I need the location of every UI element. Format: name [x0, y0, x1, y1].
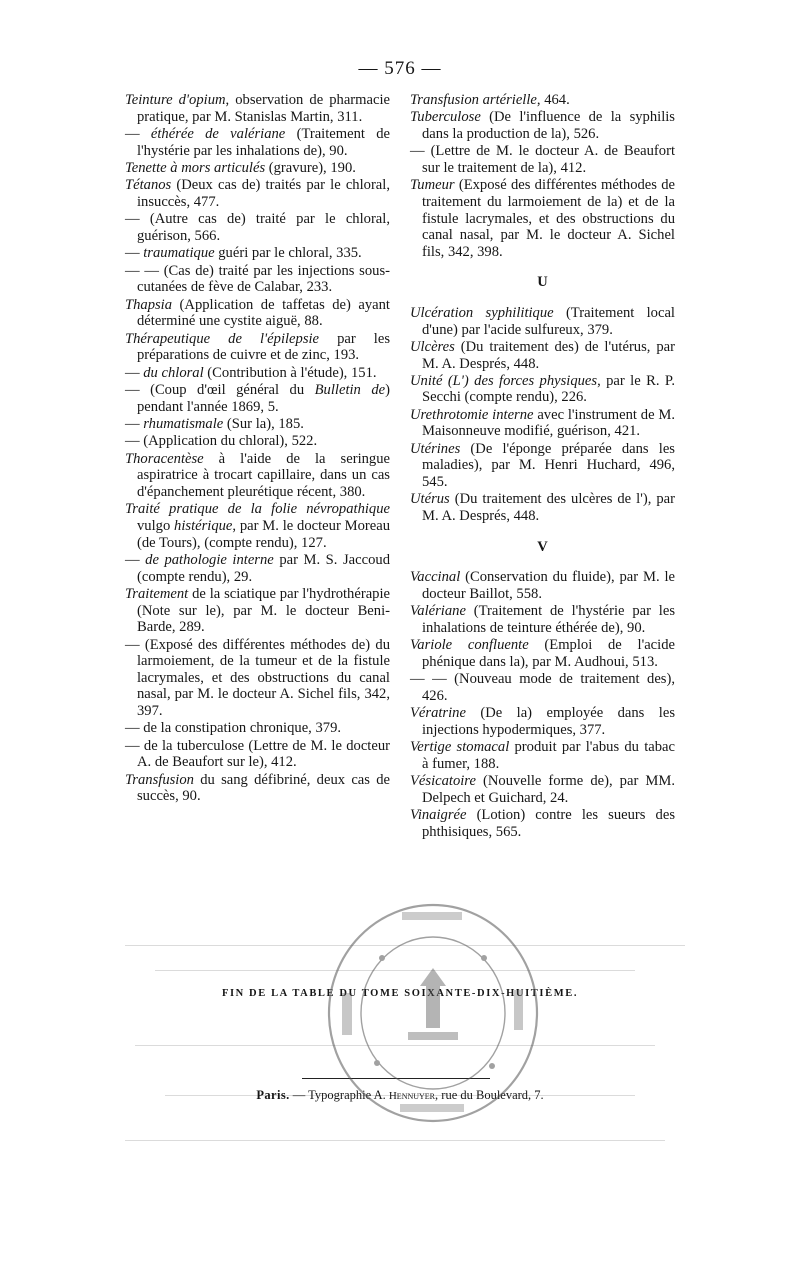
index-entry: — — (Cas de) traité par les injections sous-cutanées de fève de Calabar, 233.: [125, 262, 390, 296]
index-entry: — rhumatismale (Sur la), 185.: [125, 416, 304, 433]
index-entry: Traitement de la sciatique par l'hydrothérapie (Note sur le), par M. le docteur Beni-Barde, 289.: [125, 585, 390, 636]
index-entry: — de la constipation chronique, 379.: [125, 720, 342, 737]
index-entry: Thoracentèse à l'aide de la seringue aspiratrice à trocart capillaire, dans un cas d'épanchement pleurétique récent, 380.: [125, 450, 390, 501]
index-entry: — — (Nouveau mode de traitement des), 426.: [410, 671, 675, 704]
imprint-city: Paris.: [256, 1088, 290, 1102]
index-entry: Ulcères (Du traitement des) de l'utérus, par M. A. Després, 448.: [410, 338, 675, 372]
library-stamp-seal: [322, 898, 544, 1128]
index-entry: Vératrine (De la) employée dans les injections hypodermiques, 377.: [410, 705, 675, 738]
index-entry: Utérus (Du traitement des ulcères de l'), par M. A. Després, 448.: [410, 491, 675, 525]
index-entry: Utérines (De l'éponge préparée dans les maladies), par M. Henri Huchard, 496, 545.: [410, 440, 675, 491]
index-entry: Transfusion artérielle, 464.: [410, 92, 570, 108]
index-entry: — de la tuberculose (Lettre de M. le docteur A. de Beaufort sur le), 412.: [125, 737, 390, 771]
imprint-printer: Hennuyer: [388, 1090, 436, 1102]
index-entry: — (Application du chloral), 522.: [125, 433, 318, 450]
index-entry: Urethrotomie interne avec l'instrument de M. Maisonneuve modifié, guérison, 421.: [410, 406, 675, 440]
section-letter: U: [537, 274, 548, 291]
imprint-address: , rue du Boulevard, 7.: [435, 1088, 544, 1102]
index-entry: Vertige stomacal produit par l'abus du tabac à fumer, 188.: [410, 739, 675, 772]
index-entry: Valériane (Traitement de l'hystérie par les inhalations de teinture éthérée de), 90.: [410, 603, 675, 636]
index-entry: — (Autre cas de) traité par le chloral, guérison, 566.: [125, 211, 390, 244]
end-of-table-line: FIN DE LA TABLE DU TOME SOIXANTE-DIX-HUITIÈME.: [221, 988, 579, 999]
index-entry: Thapsia (Application de taffetas de) ayant déterminé une cystite aiguë, 88.: [125, 296, 390, 330]
index-entry: — de pathologie interne par M. S. Jaccoud (compte rendu), 29.: [125, 551, 390, 585]
index-entry: Tétanos (Deux cas de) traités par le chloral, insuccès, 477.: [125, 177, 390, 210]
index-entry: Traité pratique de la folie névropathique vulgo histérique, par M. le docteur Moreau (de Tours), (compte rendu), 127.: [125, 501, 391, 551]
index-entry: Teinture d'opium, observation de pharmacie pratique, par M. Stanislas Martin, 311.: [125, 92, 391, 125]
index-entry: — (Exposé des différentes méthodes de) du larmoiement, de la tumeur et de la fistule lacrymales, et des obstructions du canal nasal, par M. le docteur A. Sichel fils, 342, 397.: [125, 636, 390, 719]
index-entry: Ulcération syphilitique (Traitement local d'une) par l'acide sulfureux, 379.: [410, 304, 675, 338]
index-entry: Tuberculose (De l'influence de la syphilis dans la production de la), 526.: [410, 109, 675, 142]
index-entry: — (Lettre de M. le docteur A. de Beaufort sur le traitement de la), 412.: [410, 143, 675, 176]
page-number: — 576 —: [358, 58, 442, 79]
index-entry: Tumeur (Exposé des différentes méthodes de traitement du larmoiement de la) et de la fistule lacrymales, et des obstructions du canal nasal, par M. le docteur A. Sichel fils, 342, 398.: [410, 177, 675, 260]
section-letter: V: [537, 538, 548, 555]
index-entry: Transfusion du sang défibriné, deux cas de succès, 90.: [125, 771, 390, 805]
index-entry: — éthérée de valériane (Traitement de l'hystérie par les inhalations de), 90.: [125, 125, 391, 159]
index-entry: Vaccinal (Conservation du fluide), par M. le docteur Baillot, 558.: [410, 569, 675, 602]
index-entry: Vésicatoire (Nouvelle forme de), par MM. Delpech et Guichard, 24.: [410, 773, 675, 806]
index-entry: — traumatique guéri par le chloral, 335.: [125, 245, 362, 262]
index-entry: Thérapeutique de l'épilepsie par les préparations de cuivre et de zinc, 193.: [125, 330, 390, 364]
index-entry: — du chloral (Contribution à l'étude), 151.: [125, 364, 377, 381]
imprint-dash: —: [292, 1088, 306, 1102]
index-entry: Tenette à mors articulés (gravure), 190.: [125, 159, 356, 176]
index-entry: — (Coup d'œil général du Bulletin de) pendant l'année 1869, 5.: [125, 382, 390, 415]
index-entry: Variole confluente (Emploi de l'acide phénique dans la), par M. Audhoui, 513.: [410, 637, 675, 670]
index-entry: Vinaigrée (Lotion) contre les sueurs des phthisiques, 565.: [410, 807, 675, 840]
index-entry: Unité (L') des forces physiques, par le R. P. Secchi (compte rendu), 226.: [410, 372, 676, 406]
index-left-column: [125, 92, 390, 806]
imprint-text: Typographie A.: [308, 1088, 386, 1102]
index-right-column: [410, 92, 675, 841]
